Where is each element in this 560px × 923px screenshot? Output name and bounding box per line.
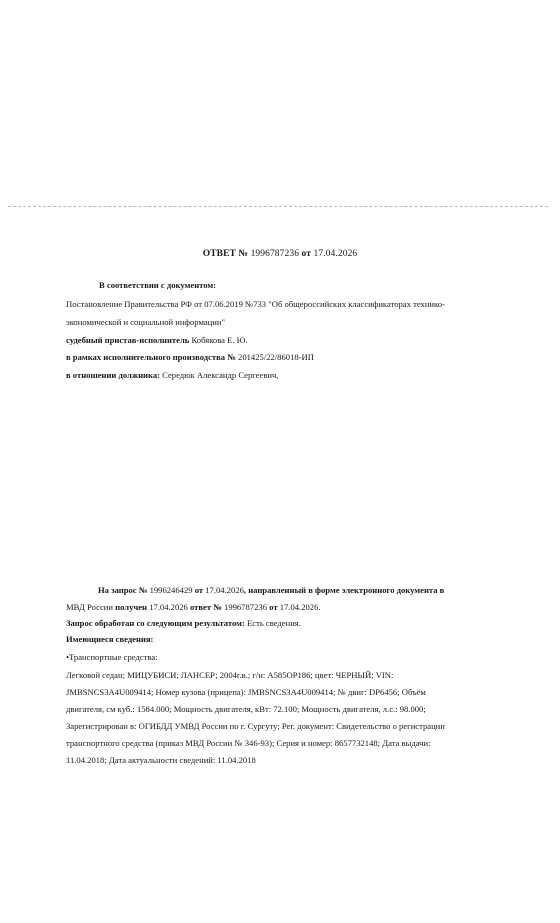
basis-heading: В соответствии с документом: — [99, 280, 217, 290]
request-line2: МВД России получен 17.04.2026 ответ № 1996787236 от 17.04.2026. — [66, 602, 321, 612]
bailiff-name: Кобякова Е. Ю. — [191, 335, 248, 345]
vehicle-line1: Легковой седан; МИЦУБИСИ; ЛАНСЕР; 2004г.в.; г/н: А585ОР186; цвет: ЧЕРНЫЙ; VIN: — [66, 670, 394, 680]
vehicle-line4: Зарегистрирован в: ОГИБДД УМВД России по г. Сургуту; Рег. документ: Свидетельство о регистрации — [66, 721, 445, 731]
title-date: 17.04.2026 — [313, 249, 358, 259]
vehicle-line5: транспортного средства (приказ МВД России № 346-93); Серия и номер: 8657732148; Дата выдачи: — [66, 738, 431, 748]
debtor-label: в отношении должника: — [66, 370, 160, 380]
vehicle-line3: двигателя, см куб.: 1584.000; Мощность двигателя, кВт: 72.100; Мощность двигателя, л.с.: 98.000; — [66, 704, 426, 714]
title-number: 1996787236 — [250, 249, 300, 259]
title-label: ОТВЕТ № — [202, 249, 249, 259]
basis-document-line2: экономической и социальной информации" — [66, 317, 225, 327]
bailiff-line — [66, 334, 248, 346]
vehicle-section: •Транспортные средства: — [66, 652, 158, 662]
processed-label: Запрос обработан со следующим результатом: — [66, 618, 245, 628]
proceedings-label: в рамках исполнительного производства № — [66, 352, 236, 362]
answer-date: 17.04.2026. — [279, 602, 321, 612]
request-date: 17.04.2026 — [205, 585, 244, 595]
available-label: Имеющиеся сведения: — [66, 634, 154, 644]
processed-line — [66, 617, 301, 629]
received-date: 17.04.2026 — [149, 602, 188, 612]
answer-number: 1996787236 — [224, 602, 267, 612]
vehicle-line6: 11.04.2018; Дата актуальности сведений: 11.04.2018 — [66, 755, 256, 765]
debtor-line — [66, 369, 278, 381]
processed-value: Есть сведения. — [247, 618, 301, 628]
proceedings-number: 201425/22/86018-ИП — [238, 352, 314, 362]
request-line1: На запрос № 1996246429 от 17.04.2026, направленный в форме электронного документа в — [98, 585, 445, 595]
title-from: от — [301, 249, 312, 259]
request-number: 1996246429 — [149, 585, 193, 595]
answer-title — [0, 249, 560, 259]
proceedings-line — [66, 351, 314, 363]
vehicle-line2: JMBSNCS3A4U009414; Номер кузова (прицепа): JMBSNCS3A4U009414; № двиг: DP6456; Объём — [66, 687, 426, 697]
debtor-name: Середюк Александр Сергеевич, — [162, 370, 279, 380]
bailiff-label: судебный пристав-исполнитель — [66, 335, 190, 345]
basis-document-line1: Постановление Правительства РФ от 07.06.2019 №733 "Об общероссийских классификаторах технико- — [66, 299, 445, 309]
scan-artifact-line — [8, 206, 548, 207]
request-org: МВД России — [66, 602, 113, 612]
